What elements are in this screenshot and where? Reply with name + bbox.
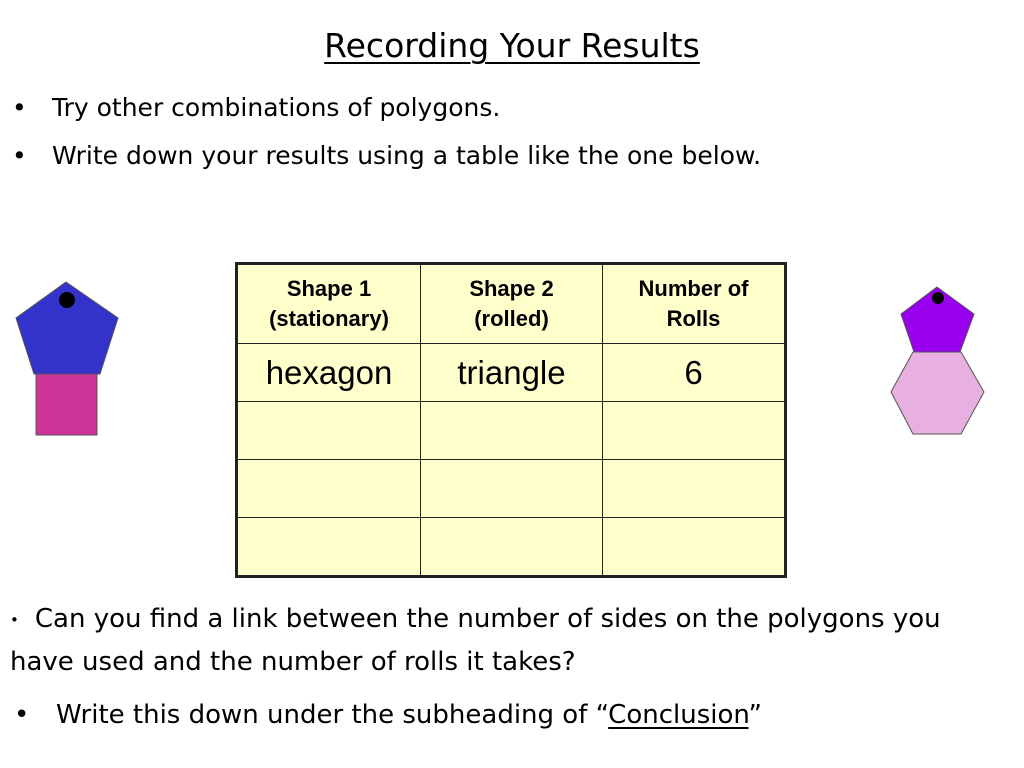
table-cell (421, 518, 603, 577)
table-cell (237, 460, 421, 518)
table-row (237, 518, 786, 577)
table-cell: hexagon (237, 344, 421, 402)
conclusion-subheading: Conclusion (608, 700, 749, 730)
header-number-of-rolls (603, 264, 786, 344)
table-cell (421, 460, 603, 518)
table-header-row (237, 264, 786, 344)
marker-dot (59, 292, 75, 308)
header-line: Shape 2 (469, 276, 554, 302)
header-shape-2 (421, 264, 603, 344)
table-row (237, 460, 786, 518)
bullet-item (12, 141, 761, 170)
bullet-symbol: • (12, 93, 27, 122)
table-cell: 6 (603, 344, 786, 402)
bullet-text: Try other combinations of polygons. (52, 93, 501, 122)
hexagon-shape (891, 352, 984, 434)
results-table (235, 262, 787, 578)
question-text: Can you find a link between the number of sides on the polygons you have used and the number of rolls it takes? (10, 604, 941, 677)
table-cell (603, 402, 786, 460)
bullet-symbol: • (10, 610, 19, 629)
bullet-item (12, 93, 500, 122)
header-line: (rolled) (474, 306, 549, 331)
instruction-prefix: Write this down under the subheading of “ (56, 700, 609, 730)
results-table-container (235, 262, 787, 578)
table-cell (237, 402, 421, 460)
slide-title: Recording Your Results (324, 26, 700, 65)
pentagon-on-square-illustration (12, 278, 122, 440)
table-cell (421, 402, 603, 460)
table-cell (603, 460, 786, 518)
header-shape-1 (237, 264, 421, 344)
table-cell (237, 518, 421, 577)
pentagon-on-hexagon-illustration (888, 284, 988, 439)
instruction-line (14, 700, 762, 730)
marker-dot (932, 292, 944, 304)
instruction-suffix: ” (748, 700, 762, 730)
header-line: Shape 1 (286, 276, 372, 302)
bullet-text: Write down your results using a table like the one below. (52, 141, 762, 170)
table-cell: triangle (421, 344, 603, 402)
table-cell (603, 518, 786, 577)
header-line: Rolls (666, 306, 721, 331)
table-row (237, 344, 786, 402)
bullet-symbol: • (12, 141, 27, 170)
header-line: Number of (638, 276, 749, 302)
table-row (237, 402, 786, 460)
bullet-symbol: • (14, 700, 30, 730)
question-paragraph (10, 598, 1010, 683)
square-shape (36, 374, 97, 435)
header-line: (stationary) (269, 306, 389, 331)
